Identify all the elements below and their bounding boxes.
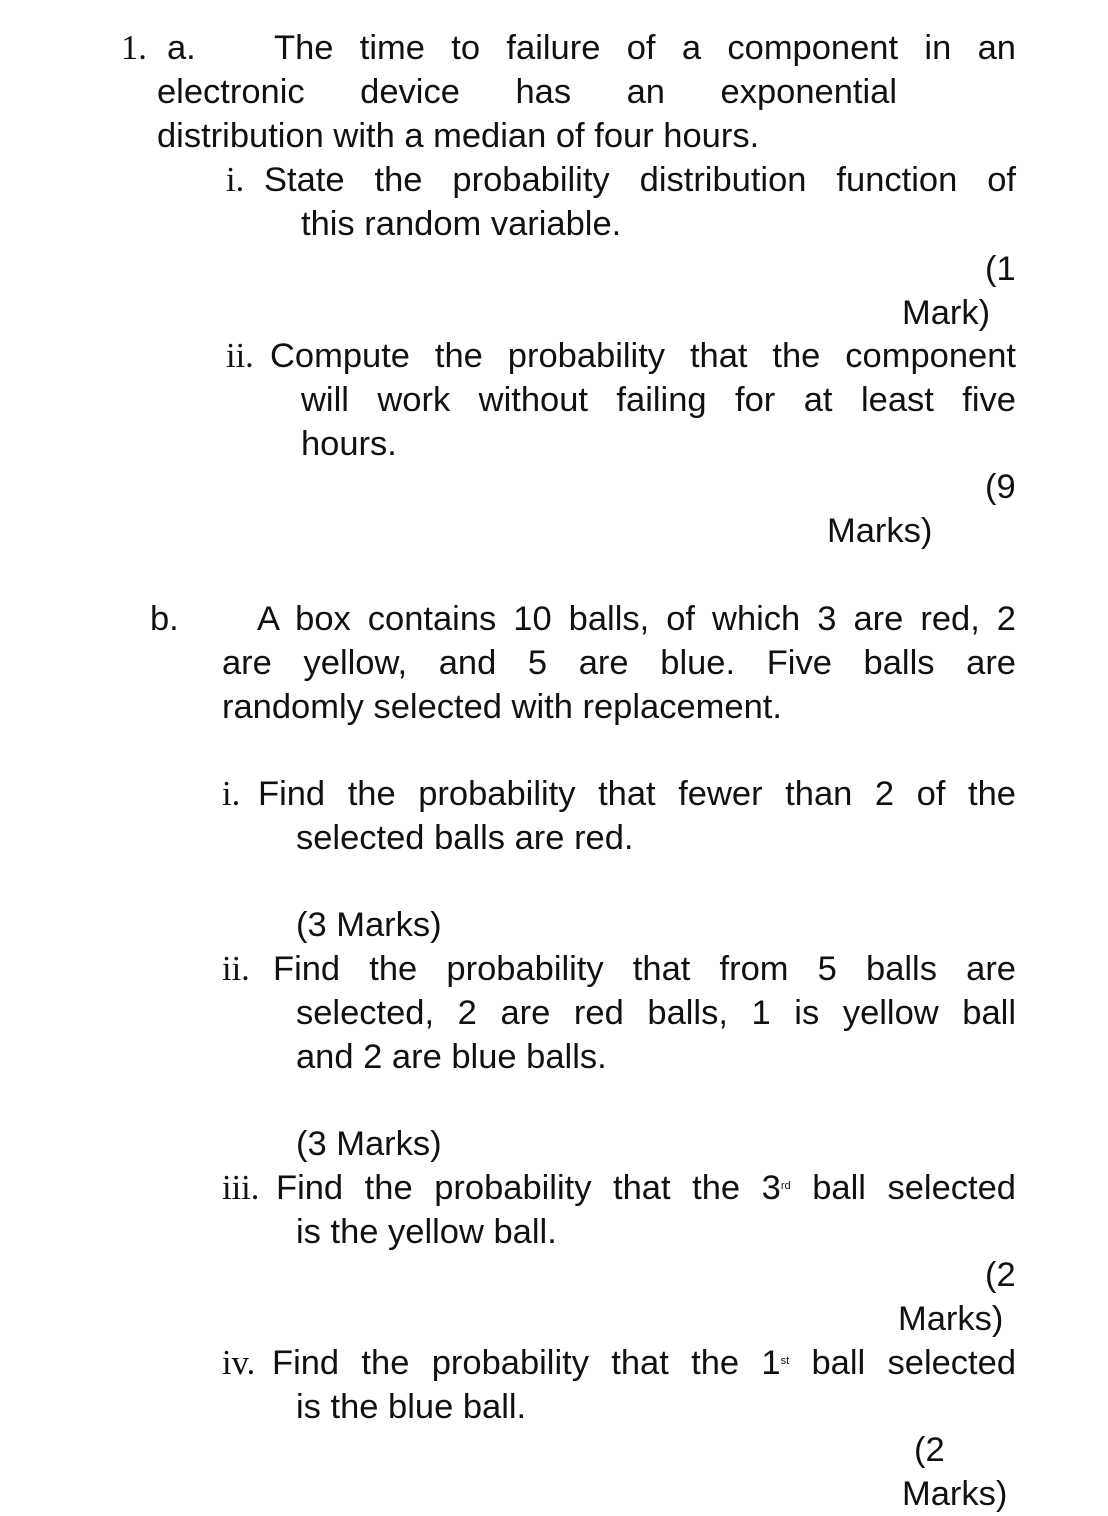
part-b-iv-numeral: iv. xyxy=(222,1344,256,1382)
part-a-ii-question: Compute the probability that the component xyxy=(270,337,1016,375)
part-b-iii-question-cont: is the yellow ball. xyxy=(296,1213,557,1251)
part-a-stem-second-line: electronic device has an exponential xyxy=(157,73,897,111)
part-a-i-marks-open: (1 xyxy=(985,250,1016,288)
part-b-i-question: Find the probability that fewer than 2 of the xyxy=(258,775,1016,813)
part-b-ii-question-end: and 2 are blue balls. xyxy=(296,1038,607,1076)
part-b-ii-question-cont: selected, 2 are red balls, 1 is yellow ball xyxy=(296,994,1016,1032)
part-a-ii-question-cont: will work without failing for at least five xyxy=(301,381,1016,419)
part-b-stem-second-line: are yellow, and 5 are blue. Five balls are xyxy=(222,644,1016,682)
part-b-ii-numeral: ii. xyxy=(222,950,250,988)
part-b-stem-first-line: A box contains 10 balls, of which 3 are red, 2 xyxy=(257,600,1016,638)
part-a-ii-numeral: ii. xyxy=(226,337,254,375)
part-b-iii-marks: Marks) xyxy=(898,1300,1004,1338)
part-b-iii-question: Find the probability that the 3rd ball selected xyxy=(276,1169,1016,1207)
part-b-i-question-cont: selected balls are red. xyxy=(296,819,634,857)
part-b-i-numeral: i. xyxy=(222,775,241,813)
part-a-i-question-cont: this random variable. xyxy=(301,205,622,243)
part-b-iv-question: Find the probability that the 1st ball selected xyxy=(272,1344,1017,1382)
part-b-iii-numeral: iii. xyxy=(222,1169,260,1207)
part-a-i-marks: Mark) xyxy=(902,294,991,332)
part-b-ii-marks: (3 Marks) xyxy=(296,1125,442,1163)
part-a-ii-question-end: hours. xyxy=(301,425,397,463)
ordinal-superscript: st xyxy=(780,1355,790,1367)
question-number: 1. xyxy=(121,29,147,67)
part-b-ii-question: Find the probability that from 5 balls are xyxy=(273,950,1016,988)
ordinal-superscript: rd xyxy=(780,1180,791,1192)
part-b-stem-third-line: randomly selected with replacement. xyxy=(222,688,782,726)
part-a-label: a. xyxy=(167,29,196,67)
part-b-iv-marks: Marks) xyxy=(902,1475,1008,1513)
part-a-stem-third-line: distribution with a median of four hours. xyxy=(157,117,760,155)
part-b-iv-question-cont: is the blue ball. xyxy=(296,1388,527,1426)
part-a-i-question: State the probability distribution function of xyxy=(264,161,1016,199)
part-a-i-numeral: i. xyxy=(226,161,245,199)
part-a-ii-marks-open: (9 xyxy=(985,468,1016,506)
part-b-label: b. xyxy=(150,600,179,638)
part-b-iii-marks-open: (2 xyxy=(985,1256,1016,1294)
part-b-iv-marks-open: (2 xyxy=(914,1431,945,1469)
part-a-ii-marks: Marks) xyxy=(827,512,933,550)
part-b-i-marks: (3 Marks) xyxy=(296,906,442,944)
part-a-stem-first-line: The time to failure of a component in an xyxy=(274,29,1016,67)
